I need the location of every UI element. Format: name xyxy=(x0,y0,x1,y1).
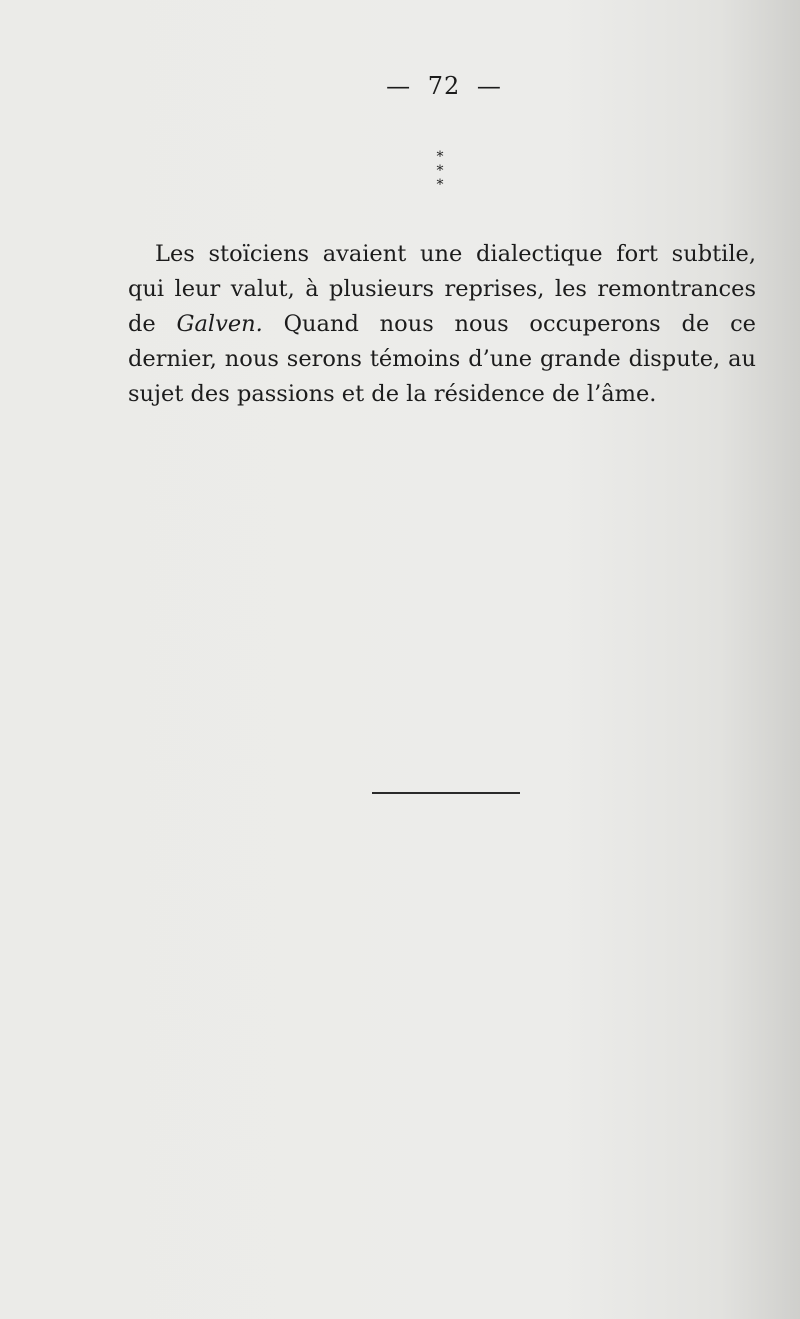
page-number xyxy=(0,72,800,100)
paragraph-text-start: Les stoïciens avaient une dialectique fort subtile, qui leur valut, à plusieurs reprises, les remontrances de xyxy=(128,241,756,337)
asterism-bottom-stars: * * xyxy=(436,163,454,193)
paragraph-italic-name: Galven. xyxy=(176,311,263,337)
folio-dash-right: — xyxy=(476,72,502,100)
folio-dash-left: — xyxy=(386,72,412,100)
end-rule-divider xyxy=(372,792,520,794)
asterism-top-star: * xyxy=(436,149,444,165)
asterism-ornament xyxy=(420,149,460,193)
paragraph-text xyxy=(128,237,756,412)
body-paragraph xyxy=(128,237,756,412)
paragraph-text-end: Quand nous nous occuperons de ce dernier, nous serons témoins d’une grande dispute, au sujet des passions et de la résidence de l’âme. xyxy=(128,311,756,407)
page-number-value: 72 xyxy=(427,72,461,100)
